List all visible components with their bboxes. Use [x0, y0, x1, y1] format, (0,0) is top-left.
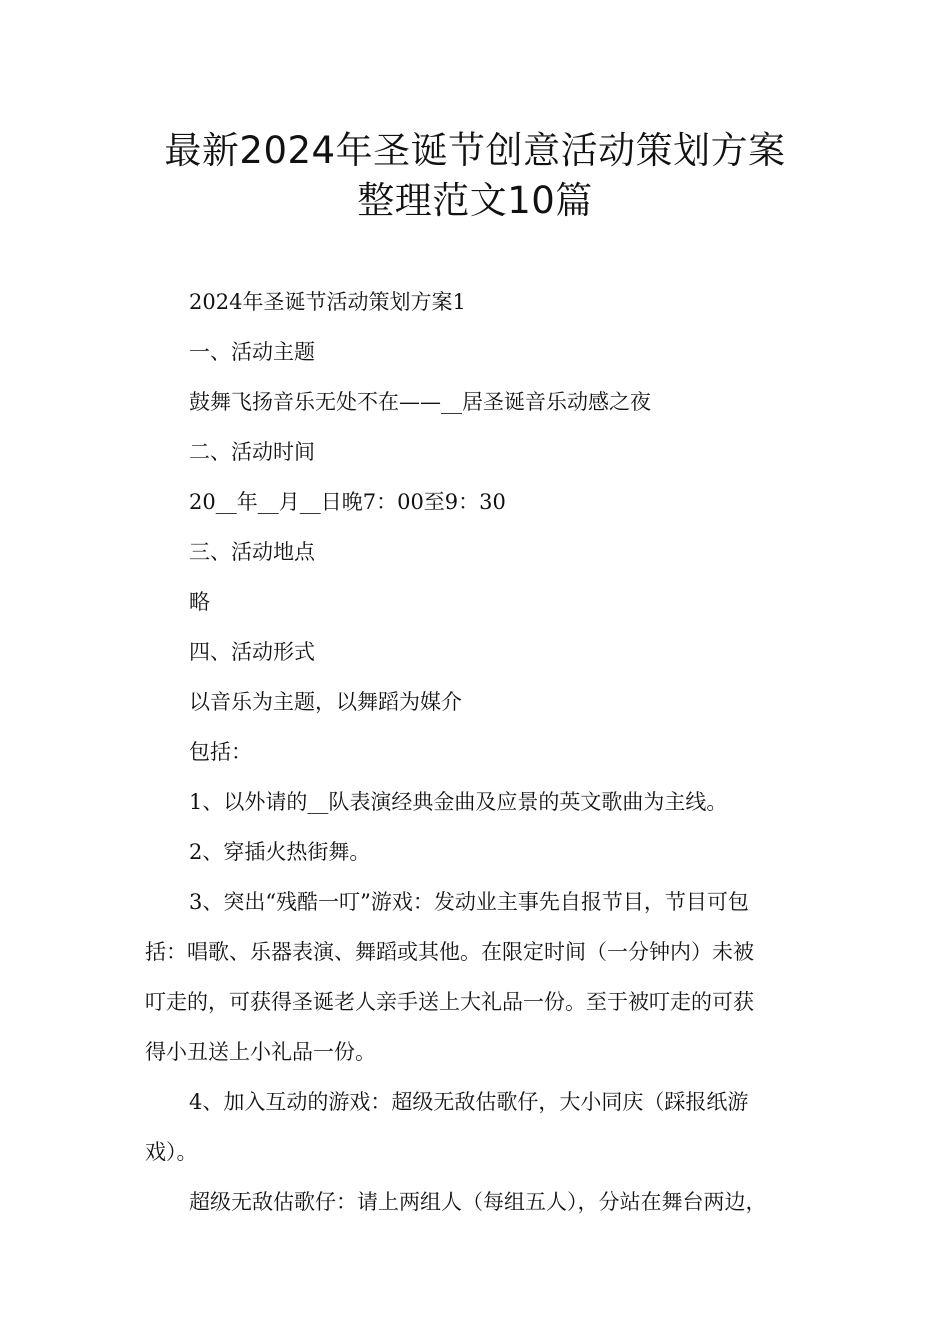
paragraph-game-rules: [145, 1177, 825, 1227]
list-item-3: [145, 877, 825, 1077]
paragraph-format: 以音乐为主题，以舞蹈为媒介: [189, 690, 462, 714]
heading-activity-theme: 一、活动主题: [189, 340, 315, 364]
list-item-4-line-2: 戏）。: [145, 1140, 198, 1164]
title-line-2: 整理范文10篇: [357, 179, 593, 222]
game-rules-line-1: 超级无敌估歌仔：请上两组人（每组五人），分站在舞台两边，: [189, 1190, 767, 1214]
list-item-3-line-4: 得小丑送上小礼品一份。: [145, 1040, 376, 1064]
heading-activity-format: 四、活动形式: [189, 640, 315, 664]
list-item-3-line-1: 3、突出“残酷一叮”游戏：发动业主事先自报节目，节目可包: [189, 890, 749, 914]
heading-activity-location: 三、活动地点: [189, 540, 315, 564]
paragraph-location: 略: [189, 590, 210, 614]
paragraph-includes: 包括：: [189, 740, 252, 764]
list-item-1: 1、以外请的__队表演经典金曲及应景的英文歌曲为主线。: [189, 790, 728, 814]
list-item-3-line-2: 括：唱歌、乐器表演、舞蹈或其他。在限定时间（一分钟内）未被: [145, 940, 754, 964]
paragraph-theme: 鼓舞飞扬音乐无处不在——__居圣诞音乐动感之夜: [189, 390, 651, 414]
list-item-3-line-3: 叮走的，可获得圣诞老人亲手送上大礼品一份。至于被叮走的可获: [145, 990, 754, 1014]
paragraph-time: 20__年__月__日晚7：00至9：30: [189, 490, 506, 514]
title-line-1: 最新2024年圣诞节创意活动策划方案: [164, 129, 786, 172]
document-body: [145, 277, 825, 1227]
list-item-4-line-1: 4、加入互动的游戏：超级无敌估歌仔，大小同庆（踩报纸游: [189, 1090, 749, 1114]
document-title: [0, 126, 950, 226]
heading-activity-time: 二、活动时间: [189, 440, 315, 464]
list-item-2: 2、穿插火热街舞。: [189, 840, 371, 864]
list-item-4: [145, 1077, 825, 1177]
section-heading: 2024年圣诞节活动策划方案1: [189, 290, 466, 314]
